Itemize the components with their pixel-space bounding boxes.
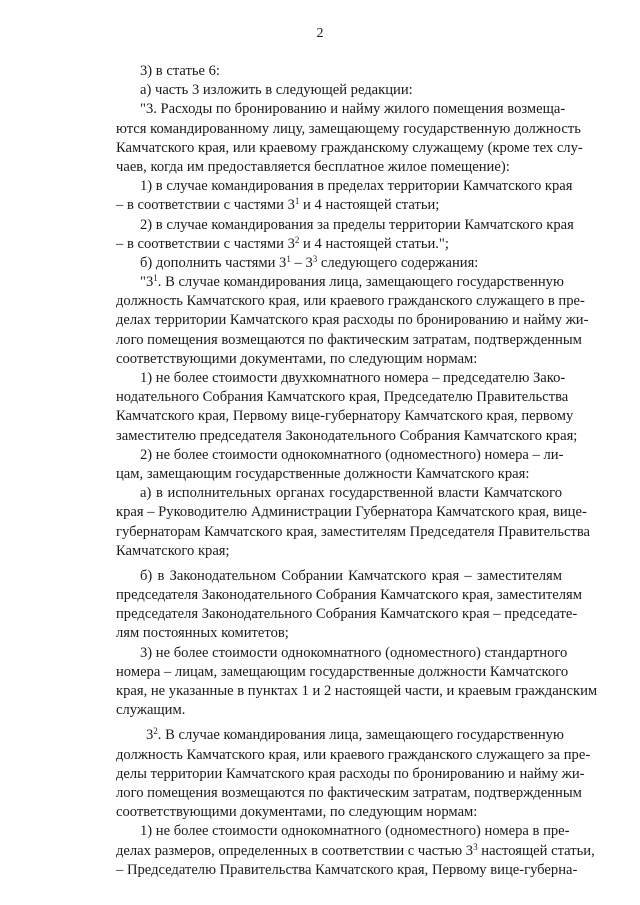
text-run: делах территории Камчатского края расходы по бронированию и найму жи- [116,312,589,329]
text-run: должность Камчатского края, или краевого гражданского служащего в пре- [116,293,585,310]
text-run: края, не указанные в пунктах 1 и 2 настоящей части, и краевым гражданским [116,683,598,699]
text-run: должность Камчатского края, или краевого гражданского служащего за пре- [116,746,591,763]
text-line [116,369,566,388]
document-body [116,62,598,880]
text-run: и 4 настоящей статьи; [299,197,440,214]
superscript: 1 [294,196,300,207]
text-line [116,216,574,235]
text-run: б) дополнить частями 3 [140,254,287,271]
text-run: Камчатского края, или краевому гражданскому служащему (кроме тех слу- [116,139,583,156]
text-line [116,62,562,81]
text-run: 1) не более стоимости двухкомнатного номера – председателю Зако- [140,370,566,386]
text-run: – 3 [290,254,313,271]
text-run: – Председателю Правительства Камчатского края, Первому вице-губерна- [116,861,578,878]
text-run: – в соответствии с частями 3 [116,235,295,252]
text-line [116,784,582,803]
text-line [116,765,585,784]
text-line [116,567,562,586]
text-line [116,100,566,119]
text-run: соответствующими документами, по следующим нормам: [116,350,478,367]
text-run: цам, замещающим государственные должности Камчатского края: [116,465,530,482]
text-line [116,311,589,330]
text-line [116,292,585,311]
text-run: номера – лицам, замещающим государственные должности Камчатского [116,663,569,680]
text-run: лого помещения возмещаются по фактическим затратам, подтвержденным [116,784,582,801]
text-run: лям постоянных комитетов; [116,625,289,642]
text-line [116,177,573,196]
text-line [116,81,562,100]
text-line [116,158,562,177]
text-line [116,644,568,663]
text-line [116,861,578,880]
text-run: следующего содержания: [317,254,479,271]
text-run: настоящей статьи, [477,842,595,859]
text-line [116,196,562,215]
superscript: 1 [286,253,291,264]
superscript: 3 [473,841,478,852]
text-line [116,523,591,542]
text-line [116,803,562,822]
text-line [116,446,562,465]
text-run: – в соответствии с частями 3 [116,197,295,214]
text-run: чаев, когда им предоставляется бесплатное жилое помещение): [116,158,510,175]
text-line [116,273,562,292]
page-number: 2 [316,26,324,41]
text-run: 2) в случае командирования за пределы территории Камчатского края [140,216,574,233]
text-run: б) в Законодательном Собрании Камчатского края – заместителям [140,567,562,584]
text-run: "3 [140,274,154,291]
text-line [116,139,583,158]
text-run: края – Руководителю Администрации Губернатора Камчатского края, вице- [116,504,587,521]
text-run: 3 [146,727,154,744]
superscript: 2 [294,234,300,245]
text-run: ются командированному лицу, замещающему государственную должность [116,120,581,137]
text-run: председателя Законодательного Собрания Камчатского края – председате- [116,606,578,623]
text-run: Камчатского края, Первому вице-губернатору Камчатского края, первому [116,408,574,425]
text-line [116,503,587,522]
text-run: 1) в случае командирования в пределах территории Камчатского края [140,178,573,195]
text-line [116,254,562,273]
text-line [116,605,578,624]
text-run: лого помещения возмещаются по фактическим затратам, подтвержденным [116,331,582,348]
text-line [116,427,578,446]
text-run: . В случае командирования лица, замещающего государственную [157,274,564,291]
superscript: 2 [153,726,158,737]
text-line [116,407,574,426]
text-run: нодательного Собрания Камчатского края, Председателю Правительства [116,389,569,406]
text-run: делы территории Камчатского края расходы по бронированию и найму жи- [116,765,585,782]
text-run: Камчатского края; [116,542,230,559]
text-run: 2) не более стоимости однокомнатного (одноместного) номера – ли- [140,446,564,463]
text-run: "3. Расходы по бронированию и найму жилого помещения возмеща- [140,101,566,118]
text-line [116,624,562,643]
text-line [116,746,591,765]
text-line [116,388,569,407]
text-line [116,120,581,139]
text-line [116,822,570,841]
superscript: 3 [312,253,318,264]
text-line [116,841,595,861]
text-run: 3) не более стоимости однокомнатного (одноместного) стандартного [140,644,568,661]
text-run: 1) не более стоимости однокомнатного (одноместного) номера в пре- [140,823,570,840]
text-line [116,701,562,720]
text-run: губернаторам Камчатского края, заместителям Председателя Правительства [116,523,591,540]
text-run: служащим. [116,702,186,719]
text-run: делах размеров, определенных в соответствии с частью 3 [116,842,474,859]
text-line [116,235,562,254]
text-line [116,542,562,561]
text-line [116,465,562,484]
text-run: . В случае командирования лица, замещающего государственную [157,727,564,744]
text-line [116,350,562,369]
text-run: и 4 настоящей статьи."; [299,235,449,252]
text-line [116,726,562,745]
superscript: 1 [153,273,158,284]
text-run: заместителю председателя Законодательного Собрания Камчатского края; [116,427,578,444]
text-line [116,331,582,350]
text-line [116,586,582,605]
text-line [116,682,598,701]
text-line [116,663,569,682]
text-run: соответствующими документами, по следующим нормам: [116,804,478,821]
text-run: а) в исполнительных органах государственной власти Камчатского [140,485,562,502]
text-run: а) часть 3 изложить в следующей редакции: [140,82,413,99]
text-run: председателя Законодательного Собрания Камчатского края, заместителям [116,587,582,604]
text-line [116,484,562,503]
text-run: 3) в статье 6: [140,63,220,79]
